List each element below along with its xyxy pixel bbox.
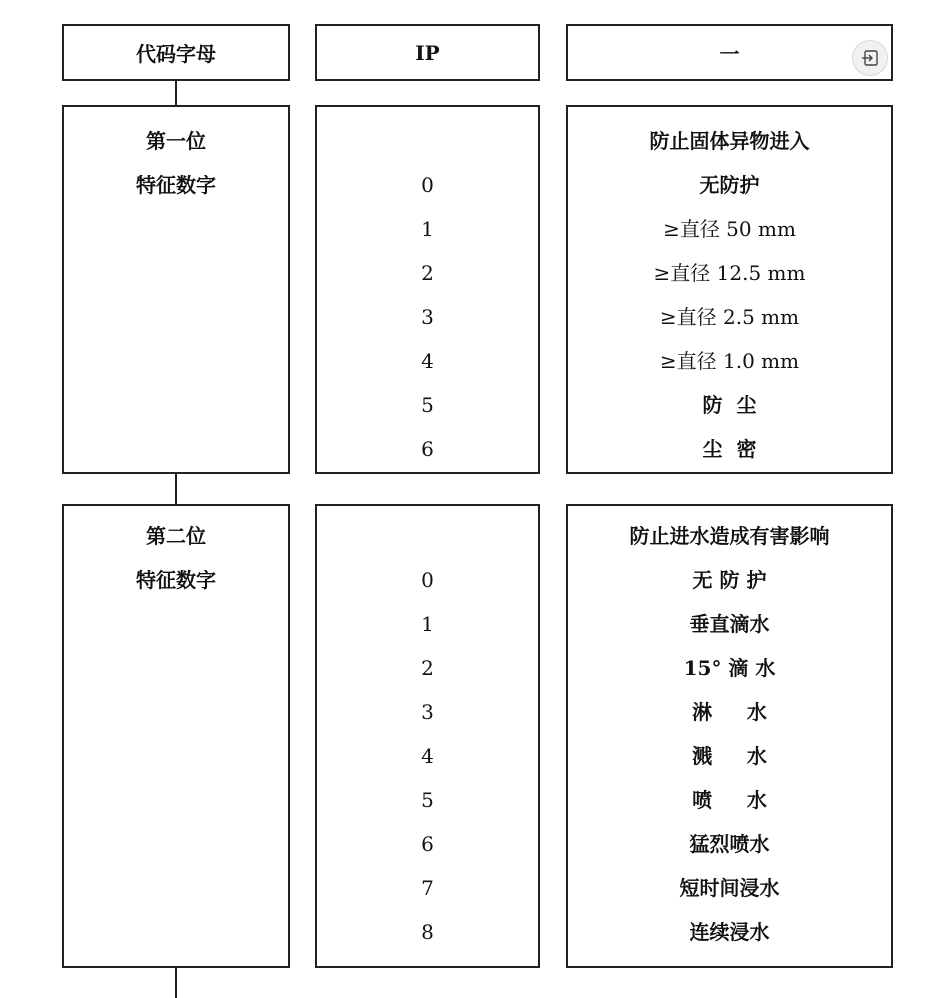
first-digit-value: 3 (421, 305, 434, 329)
second-digit-value: 7 (421, 876, 434, 900)
second-digit-value: 6 (421, 832, 434, 856)
first-digit-desc: ≥直径 2.5 mm (659, 305, 800, 329)
second-digit-desc-box (566, 504, 893, 968)
code-letters-box (62, 24, 290, 81)
second-digit-value: 8 (421, 920, 434, 944)
second-digit-value: 3 (421, 700, 434, 724)
first-digit-value: 4 (421, 349, 434, 373)
second-digit-value: 1 (421, 612, 434, 636)
first-digit-label-box (62, 105, 290, 474)
connector-line-top (175, 81, 177, 105)
second-digit-label-box (62, 504, 290, 968)
second-digit-value: 2 (421, 656, 434, 680)
first-digit-value: 6 (421, 437, 434, 461)
first-digit-value: 1 (421, 217, 434, 241)
second-digit-label-line2: 特征数字 (136, 568, 216, 592)
second-digit-desc: 无 防 护 (692, 568, 767, 592)
second-digit-value: 5 (421, 788, 434, 812)
first-digit-desc: 防 尘 (702, 393, 757, 417)
dash-label: 一 (719, 42, 740, 66)
second-digit-value: 4 (421, 744, 434, 768)
second-digit-title: 防止进水造成有害影响 (629, 524, 830, 548)
first-digit-desc: ≥直径 50 mm (663, 217, 796, 241)
first-digit-desc: ≥直径 1.0 mm (659, 349, 800, 373)
connector-line-bottom (175, 968, 177, 998)
first-digit-title: 防止固体异物进入 (649, 129, 810, 153)
ip-label: IP (415, 40, 440, 65)
first-digit-label-line2: 特征数字 (136, 173, 216, 197)
ip-box (315, 24, 540, 81)
second-digit-values-box (315, 504, 540, 968)
second-digit-desc: 猛烈喷水 (689, 832, 770, 856)
first-digit-desc-box (566, 105, 893, 474)
code-letters-label: 代码字母 (136, 42, 216, 66)
second-digit-desc: 连续浸水 (689, 920, 770, 944)
export-icon (861, 49, 879, 67)
first-digit-value: 5 (421, 393, 434, 417)
second-digit-desc: 溅 水 (692, 744, 767, 768)
second-digit-value: 0 (421, 568, 434, 592)
second-digit-desc: 短时间浸水 (679, 876, 780, 900)
first-digit-desc: ≥直径 12.5 mm (653, 261, 806, 285)
first-digit-value: 2 (421, 261, 434, 285)
first-digit-values-box (315, 105, 540, 474)
second-digit-desc: 垂直滴水 (689, 612, 770, 636)
first-digit-value: 0 (421, 173, 434, 197)
first-digit-desc: 无防护 (699, 173, 760, 197)
second-digit-desc: 15° 滴 水 (683, 656, 776, 680)
connector-line-middle (175, 474, 177, 504)
first-digit-desc: 尘 密 (702, 437, 757, 461)
second-digit-desc: 淋 水 (692, 700, 767, 724)
second-digit-label-line1: 第二位 (146, 524, 206, 548)
dash-box (566, 24, 893, 81)
first-digit-label-line1: 第一位 (146, 129, 206, 153)
second-digit-desc: 喷 水 (692, 788, 767, 812)
export-button[interactable] (852, 40, 888, 76)
